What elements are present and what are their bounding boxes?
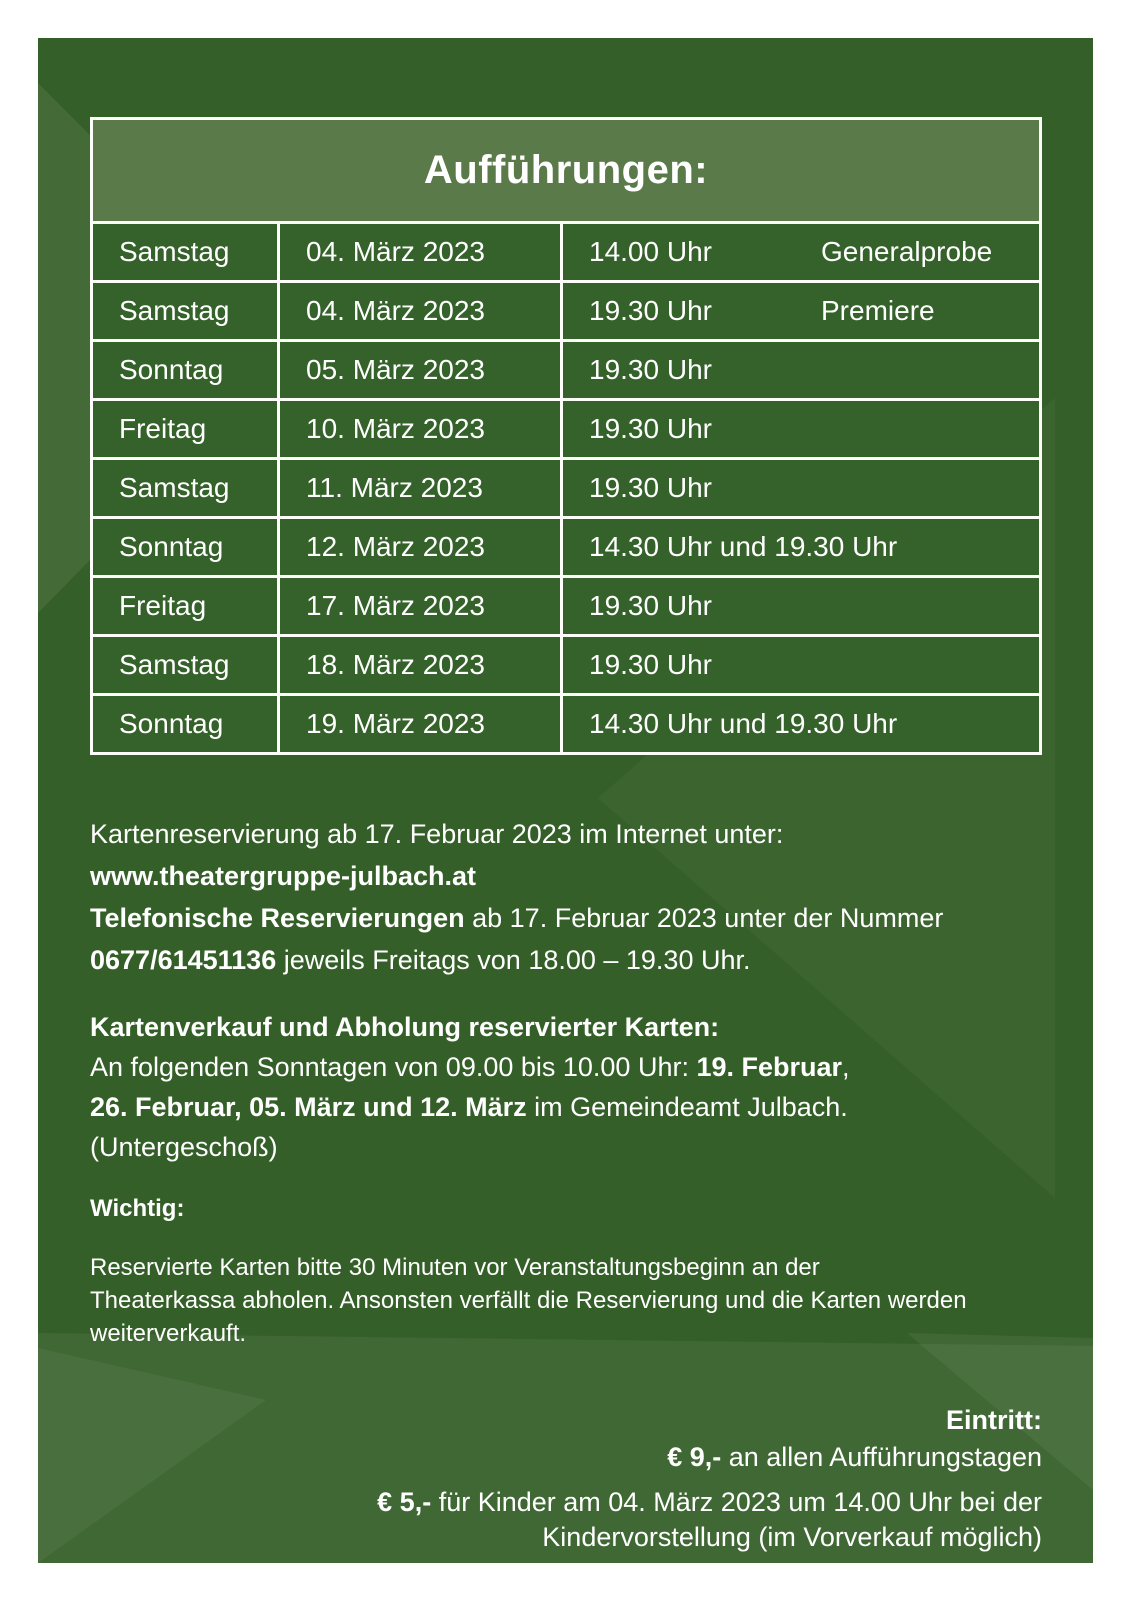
time-text: 19.30 Uhr <box>589 354 712 385</box>
ticket-sales-text <box>90 1007 1042 1167</box>
important-line: Reservierte Karten bitte 30 Minuten vor Veranstaltungsbeginn an der <box>90 1254 820 1281</box>
day-cell: Sonntag <box>93 519 277 575</box>
day-cell: Sonntag <box>93 342 277 398</box>
pricing-section <box>90 1402 1042 1555</box>
time-text: 14.30 Uhr und 19.30 Uhr <box>589 708 898 739</box>
child-price-line1: für Kinder am 04. März 2023 um 14.00 Uhr bei der <box>431 1487 1042 1517</box>
internet-line: Kartenreservierung ab 17. Februar 2023 im Internet unter: <box>90 819 784 849</box>
date-cell: 19. März 2023 <box>280 696 560 752</box>
time-cell <box>563 637 1039 693</box>
flyer-sheet <box>38 38 1093 1563</box>
child-price: € 5,- <box>377 1487 432 1517</box>
important-section <box>90 1191 1042 1350</box>
date-cell: 04. März 2023 <box>280 224 560 280</box>
sales-line2-end: , <box>842 1052 850 1082</box>
pricing-heading-line <box>90 1402 1042 1439</box>
time-cell <box>563 460 1039 516</box>
day-cell: Freitag <box>93 401 277 457</box>
important-heading: Wichtig: <box>90 1195 185 1222</box>
note-text: Premiere <box>821 295 935 326</box>
time-cell <box>563 283 1039 339</box>
phone-label: Telefonische Reservierungen <box>90 903 465 933</box>
table-title: Aufführungen: <box>93 120 1039 221</box>
sales-heading: Kartenverkauf und Abholung reservierter Karten: <box>90 1012 720 1042</box>
date-cell: 17. März 2023 <box>280 578 560 634</box>
time-cell <box>563 401 1039 457</box>
adult-price-rest: an allen Aufführungstagen <box>721 1442 1042 1472</box>
sales-line2-start: An folgenden Sonntagen von 09.00 bis 10.00 Uhr: <box>90 1052 697 1082</box>
important-line: Theaterkassa abholen. Ansonsten verfällt die Reservierung und die Karten werden <box>90 1287 967 1314</box>
sales-line3-bold: 26. Februar, 05. März und 12. März <box>90 1092 527 1122</box>
date-cell: 12. März 2023 <box>280 519 560 575</box>
time-text: 19.30 Uhr <box>589 295 712 326</box>
important-line: weiterverkauft. <box>90 1320 247 1347</box>
date-cell: 11. März 2023 <box>280 460 560 516</box>
time-text: 19.30 Uhr <box>589 649 712 680</box>
time-text: 14.30 Uhr und 19.30 Uhr <box>589 531 898 562</box>
online-reservation-text <box>90 813 1042 897</box>
day-cell: Sonntag <box>93 696 277 752</box>
child-price-line <box>90 1485 1042 1555</box>
phone-reservation-text <box>90 897 1042 981</box>
sales-line3-end: im Gemeindeamt Julbach. <box>526 1092 848 1122</box>
phone-number: 0677/61451136 <box>90 945 277 975</box>
time-text: 14.00 Uhr <box>589 236 712 267</box>
important-body <box>90 1251 1042 1350</box>
phone-line1-rest: ab 17. Februar 2023 unter der Nummer <box>464 903 944 933</box>
time-cell <box>563 696 1039 752</box>
time-cell <box>563 578 1039 634</box>
day-cell: Samstag <box>93 637 277 693</box>
day-cell: Samstag <box>93 224 277 280</box>
day-cell: Samstag <box>93 460 277 516</box>
time-text: 19.30 Uhr <box>589 472 712 503</box>
date-cell: 10. März 2023 <box>280 401 560 457</box>
date-cell: 04. März 2023 <box>280 283 560 339</box>
day-cell: Samstag <box>93 283 277 339</box>
flyer-content <box>90 38 1042 1555</box>
sales-line2-bold: 19. Februar <box>696 1052 843 1082</box>
sales-line4: (Untergeschoß) <box>90 1132 278 1162</box>
time-cell <box>563 342 1039 398</box>
important-heading-line <box>90 1191 1042 1227</box>
time-cell <box>563 224 1039 280</box>
pricing-heading: Eintritt: <box>946 1405 1042 1435</box>
day-cell: Freitag <box>93 578 277 634</box>
adult-price: € 9,- <box>667 1442 722 1472</box>
time-cell <box>563 519 1039 575</box>
reservation-section <box>90 813 1042 981</box>
website-url: www.theatergruppe-julbach.at <box>90 861 477 891</box>
date-cell: 18. März 2023 <box>280 637 560 693</box>
performance-table <box>90 117 1042 755</box>
date-cell: 05. März 2023 <box>280 342 560 398</box>
adult-price-line <box>90 1439 1042 1476</box>
time-text: 19.30 Uhr <box>589 413 712 444</box>
ticket-sales-section <box>90 1007 1042 1167</box>
child-price-line2: Kindervorstellung (im Vorverkauf möglich) <box>542 1522 1042 1552</box>
phone-line2-rest: jeweils Freitags von 18.00 – 19.30 Uhr. <box>276 945 751 975</box>
time-text: 19.30 Uhr <box>589 590 712 621</box>
note-text: Generalprobe <box>821 236 993 267</box>
